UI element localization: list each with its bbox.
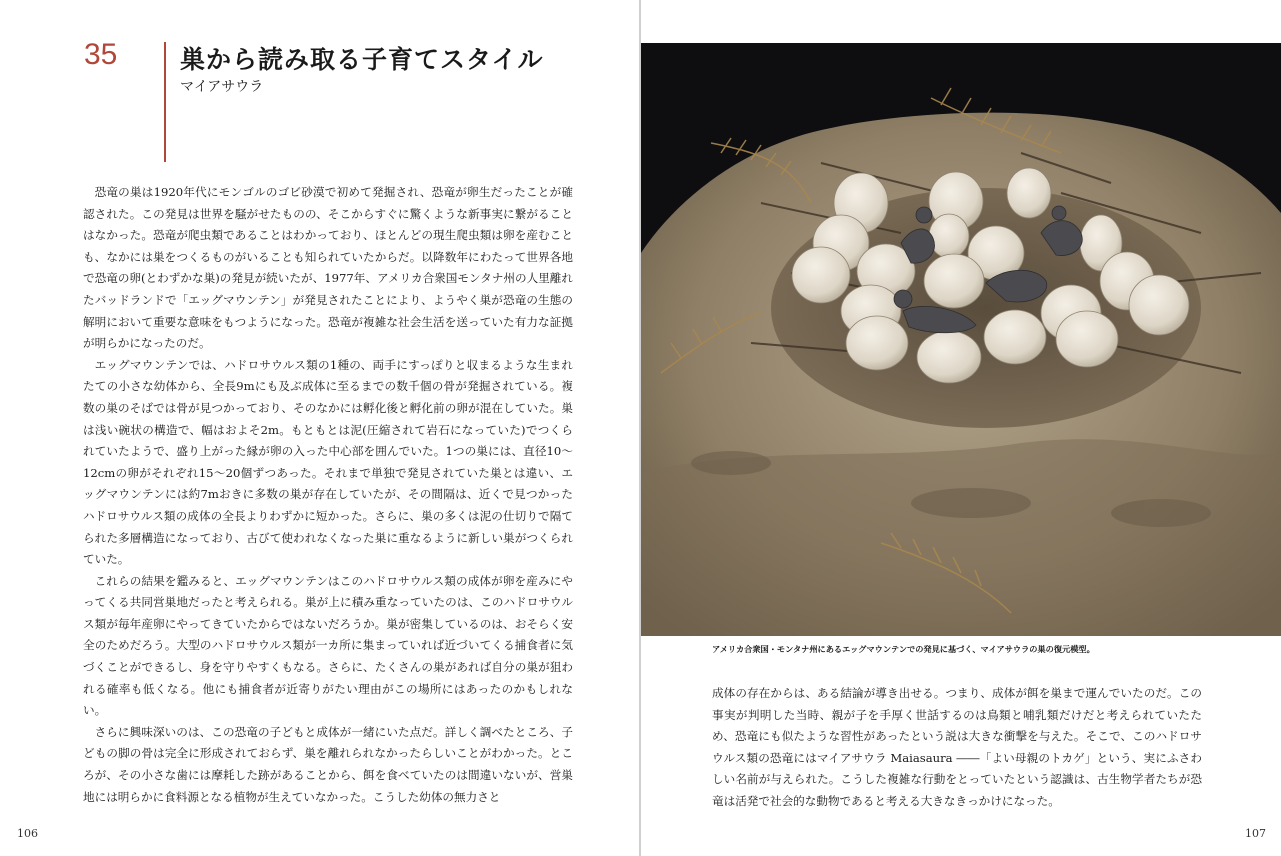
right-page-number: 107	[1245, 827, 1266, 840]
left-page-number: 106	[17, 827, 38, 840]
paragraph: さらに興味深いのは、この恐竜の子どもと成体が一緒にいた点だ。詳しく調べたところ、子どもの脚の骨は完全に形成されておらず、巣を離れられなかったらしいことがわかった。ところが、その小さな歯には摩耗した跡があることから、餌を食べていたのは間違いないが、営巣地には明らかに食料源となる植物が生えていなかった。こうした幼体の無力さと	[83, 724, 573, 804]
chapter-subtitle: マイアサウラ	[180, 79, 264, 95]
chapter-number: 35	[84, 38, 118, 71]
chapter-title: 巣から読み取る子育てスタイル	[180, 45, 544, 74]
photo-caption: アメリカ合衆国・モンタナ州にあるエッグマウンテンでの発見に基づく、マイアサウラの巣の復元模型。	[712, 644, 1095, 654]
paragraph: 恐竜の巣は1920年代にモンゴルのゴビ砂漠で初めて発掘され、恐竜が卵生だったことが確認された。この発見は世界を騒がせたものの、そこからすぐに驚くような新事実に繋がることはなかった。恐竜が爬虫類であることはわかっており、ほとんどの現生爬虫類は卵を産むことも、なかには巣をつくるものがいることも知られていたからだ。以降数年にわたって世界各地で恐竜の卵(とわずかな巣)の発見が続いたが、1977年、アメリカ合衆国モンタナ州の人里離れたバッドランドで「エッグマウンテン」が発見されたことにより、ようやく巣が恐竜の生態の解明において重要な意味をもつようになった。恐竜が複雑な社会生活を送っていた有力な証拠が明らかになったのだ。	[83, 185, 573, 351]
paragraph: エッグマウンテンでは、ハドロサウルス類の1種の、両手にすっぽりと収まるような生まれたての小さな幼体から、全長9mにも及ぶ成体に至るまでの数千個の骨が発掘されている。複数の巣のそばでは骨が見つかっており、そのなかには孵化後と孵化前の卵が混在していた。巣は浅い碗状の構造で、幅はおよそ2m。もともとは泥(圧縮されて岩石になっていた)でつくられていたようで、盛り上がった縁が卵の入った中心部を囲んでいた。1つの巣には、直径10～12cmの卵がそれぞれ15～20個ずつあった。それまで単独で発見されていた巣とは違い、エッグマウンテンには約7mおきに多数の巣が存在していたが、その間隔は、近くで見つかったハドロサウルス類の成体の全長よりわずかに短かった。さらに、巣の多くは泥の仕切りで隔てられた多層構造になっており、古びて使われなくなった巣に重なるように新しい巣がつくられていた。	[83, 357, 573, 567]
paragraph: これらの結果を鑑みると、エッグマウンテンはこのハドロサウルス類の成体が卵を産みにやってくる共同営巣地だったと考えられる。巣が上に積み重なっていたのは、このハドロサウルス類が毎年産卵にやってきていたからではないだろうか。巣が密集しているのは、おそらく安全のためだろう。大型のハドロサウルス類が一カ所に集まっていれば近づいてくる捕食者に気づくことができるし、身を守りやすくもなる。さらに、たくさんの巣があれば自分の巣が狙われる確率も低くなる。他にも捕食者が近寄りがたい理由がこの場所にはあったのかもしれない。	[83, 573, 573, 718]
paragraph: 成体の存在からは、ある結論が導き出せる。つまり、成体が餌を巣まで運んでいたのだ。この事実が判明した当時、親が子を手厚く世話するのは鳥類と哺乳類だけだと考えられていたため、恐竜にも似たような習性があったという説は大きな衝撃を与えた。そこで、このハドロサウルス類の恐竜にはマイアサウラ Maiasaura ――「よい母親のトカゲ」という、実にふさわしい名前が与えられた。こうした複雑な行動をとっていたという認識は、古生物学者たちが恐竜は活発で社会的な動物であると考える大きなきっかけになった。	[712, 686, 1202, 808]
nest-model-photo	[641, 43, 1281, 636]
left-body-text	[83, 182, 573, 808]
title-rule	[164, 42, 166, 162]
right-body-text	[712, 683, 1202, 813]
